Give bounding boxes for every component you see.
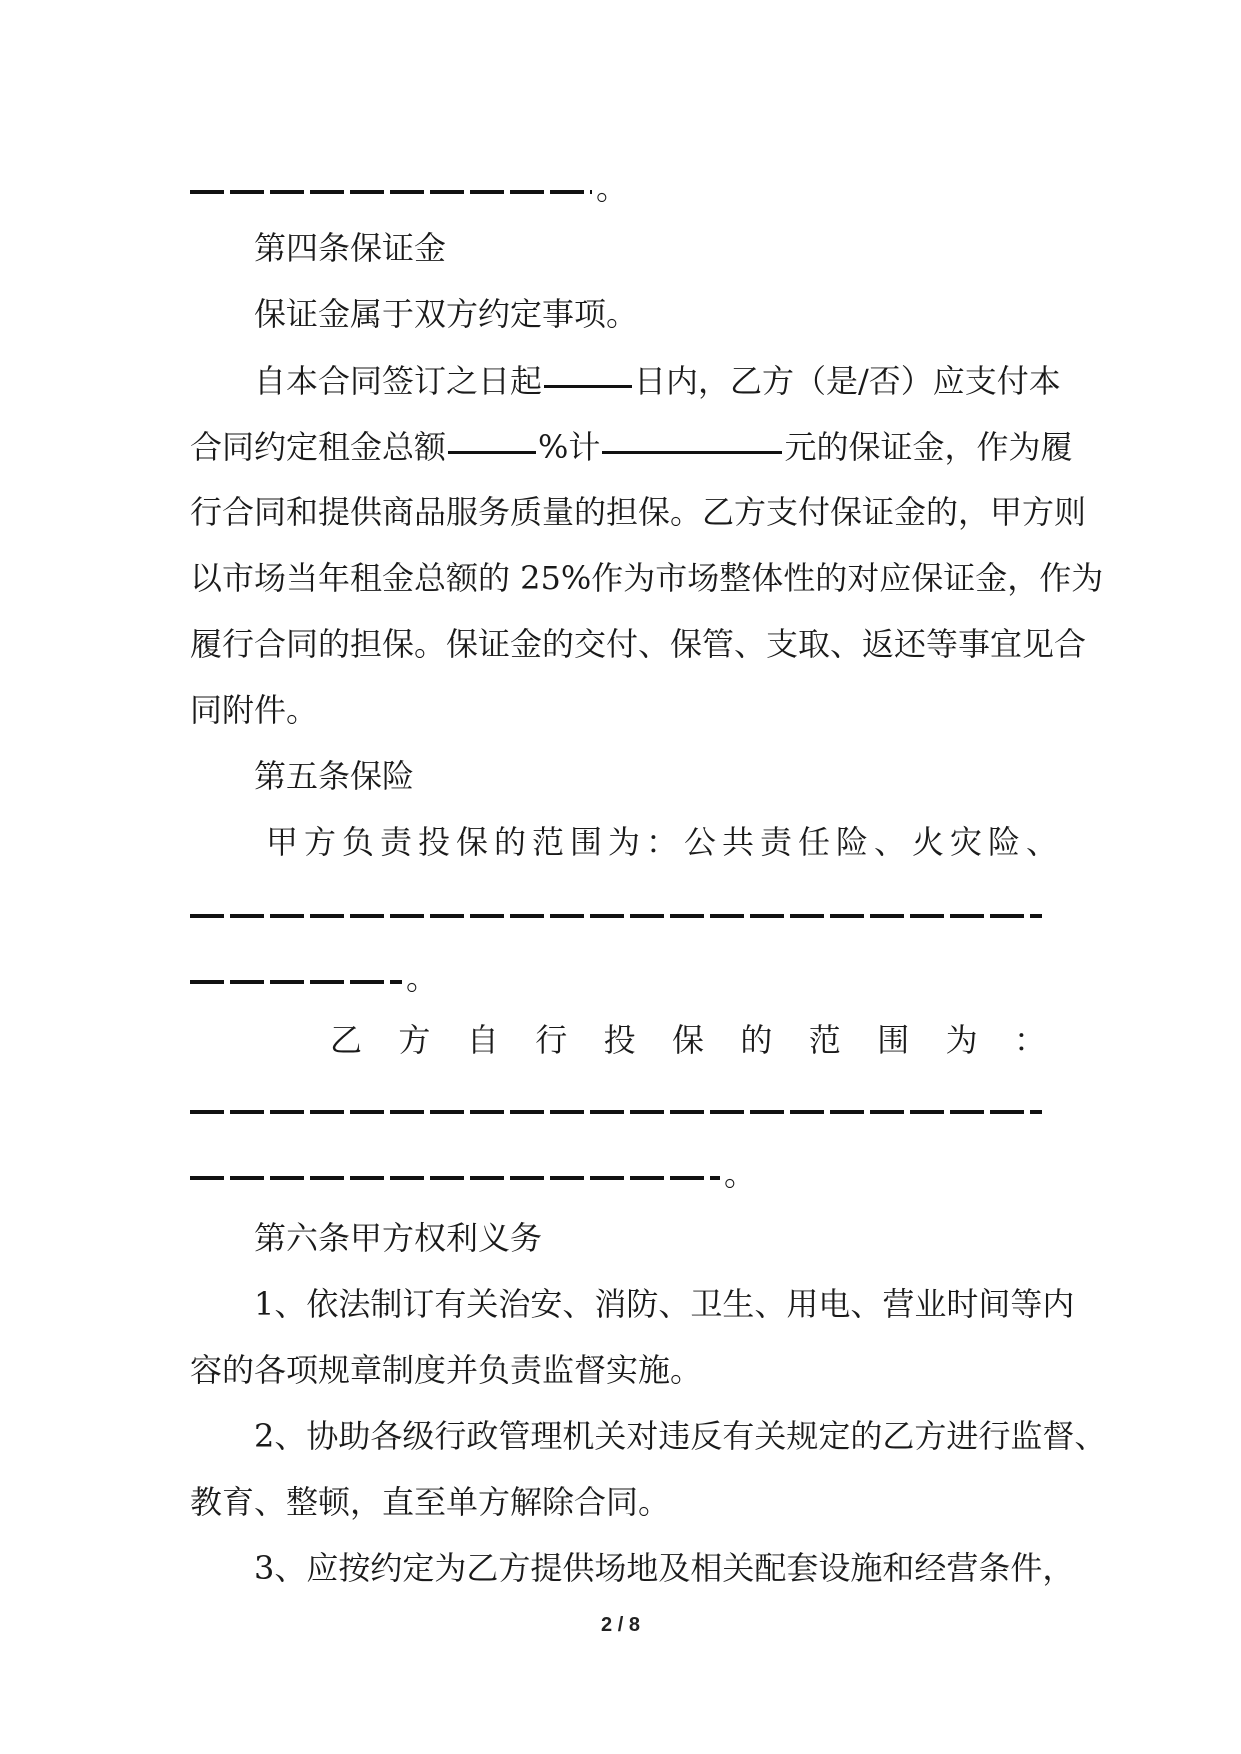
article-6-item-3-line-1: 3、应按约定为乙方提供场地及相关配套设施和经营条件， [254,1549,1075,1587]
insurance-scope-blank-1 [190,914,1042,918]
self-insurance-blank-1 [190,1110,1042,1114]
article-4-line-5: 履行合同的担保。保证金的交付、保管、支取、返还等事宜见合 [190,625,1087,663]
amount-blank [600,426,784,458]
article-6-item-2-line-1: 2、协助各级行政管理机关对违反有关规定的乙方进行监督、 [254,1417,1107,1455]
article-4-line-2-c: 元的保证金，作为履 [784,428,1073,466]
article-4-paragraph-1: 保证金属于双方约定事项。 [254,295,639,333]
article-4-line-2 [190,426,1073,467]
sentence-end: 。 [724,1155,757,1193]
page-indicator: 2 / 8 [601,1614,640,1636]
self-insurance-blank-2 [190,1176,720,1180]
article-4-line-4: 以市场当年租金总额的 25%作为市场整体性的对应保证金，作为 [190,559,1104,597]
article-6-item-2-line-2: 教育、整顿，直至单方解除合同。 [190,1483,671,1521]
article-5-line-2: 乙方自行投保的范围为： [330,1021,1046,1059]
percent-blank [446,426,538,458]
article-4-line-6: 同附件。 [190,691,319,729]
sentence-end: 。 [596,169,629,207]
article-6-title: 第六条甲方权利义务 [254,1219,543,1257]
insurance-scope-blank-2 [190,980,402,984]
article-5-line-1: 甲方负责投保的范围为：公共责任险、火灾险、 [266,823,1065,861]
article-4-line-2-b: %计 [538,428,601,466]
article-4-line-1-b: 日内，乙方（是/否）应支付本 [634,362,1061,400]
article-4-line-3: 行合同和提供商品服务质量的担保。乙方支付保证金的，甲方则 [190,493,1087,531]
article-6-item-1-line-2: 容的各项规章制度并负责监督实施。 [190,1351,703,1389]
article-4-line-1-a: 自本合同签订之日起 [254,362,543,400]
days-blank [542,360,634,392]
sentence-end: 。 [406,959,439,997]
article-4-line-1 [254,360,1114,401]
article-5-title: 第五条保险 [254,757,415,795]
article-4-line-2-a: 合同约定租金总额 [190,428,447,466]
article-4-title: 第四条保证金 [254,229,447,267]
fill-in-blank-line [190,190,592,194]
article-6-item-1-line-1: 1、依法制订有关治安、消防、卫生、用电、营业时间等内 [254,1285,1075,1323]
